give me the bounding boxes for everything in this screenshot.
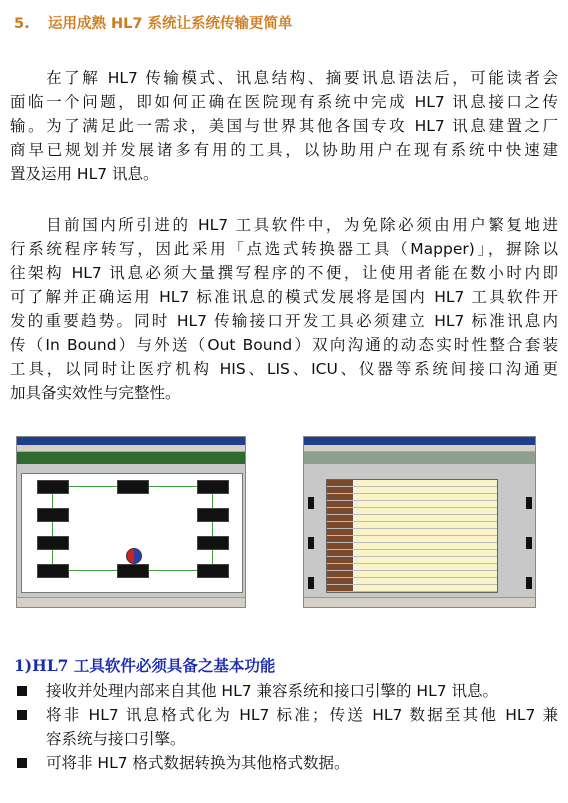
grid-row [327, 522, 497, 529]
figure-toolbar [17, 452, 245, 464]
grid-row [327, 515, 497, 522]
flow-node [197, 536, 229, 550]
bullet-square-icon [17, 758, 27, 768]
feature-list [14, 679, 558, 775]
grid-row [327, 487, 497, 494]
grid-row [327, 494, 497, 501]
list-item-line: 可将非 HL7 格式数据转换为其他格式数据。 [46, 754, 350, 772]
figure-mapper-grid [303, 436, 536, 608]
paragraph-intro [10, 66, 558, 186]
paragraph-line: 往架构 HL7 讯息必须大量撰写程序的不便，让使用者能在数小时内即 [10, 264, 558, 282]
figure-toolbar [304, 452, 535, 464]
figure-field-grid [326, 479, 498, 593]
list-item-line: 将非 HL7 讯息格式化为 HL7 标准；传送 HL7 数据至其他 HL7 兼 [46, 706, 558, 724]
section-number: 5. [14, 16, 30, 32]
grid-row [327, 578, 497, 585]
paragraph-line: 发的重要趋势。同时 HL7 传输接口开发工具必须建立 HL7 标准讯息内 [10, 312, 558, 330]
center-logo-icon [126, 548, 142, 564]
figure-side-block [526, 497, 532, 509]
paragraph-line: 面临一个问题，即如何正确在医院现有系统中完成 HL7 讯息接口之传 [10, 93, 558, 111]
section-heading [14, 12, 293, 33]
figure-titlebar [17, 437, 245, 445]
paragraph-line: 行系统程序转写，因此采用「点选式转换器工具（Mapper)」，摒除以 [10, 240, 558, 258]
paragraph-line: 在了解 HL7 传输模式、讯息结构、摘要讯息语法后，可能读者会 [10, 69, 558, 87]
list-item [14, 679, 558, 703]
figure-taskbar [304, 597, 535, 607]
paragraph-line: 输。为了满足此一需求，美国与世界其他各国专攻 HL7 讯息建置之厂 [10, 117, 558, 135]
paragraph-line: 商早已规划并发展诸多有用的工具，以协助用户在现有系统中快速建 [10, 141, 558, 159]
paragraph-line: 加具备实效性与完整性。 [10, 384, 181, 402]
grid-row [327, 557, 497, 564]
flow-node [117, 564, 149, 578]
paragraph-line: 可了解并正确运用 HL7 标准讯息的模式发展将是国内 HL7 工具软件开 [10, 288, 558, 306]
figure-canvas [21, 473, 243, 593]
grid-row [327, 480, 497, 487]
list-item-line: 容系统与接口引擎。 [46, 730, 186, 748]
list-item [14, 751, 558, 775]
flow-node [37, 480, 69, 494]
paragraph-tools [10, 213, 558, 405]
bullet-square-icon [17, 686, 27, 696]
flow-node [37, 536, 69, 550]
grid-row [327, 508, 497, 515]
list-item [14, 703, 558, 751]
figure-side-block [308, 497, 314, 509]
figure-side-block [526, 577, 532, 589]
figure-side-block [526, 537, 532, 549]
figure-titlebar [304, 437, 535, 445]
paragraph-line: 传（In Bound）与外送（Out Bound）双向沟通的动态实时性整合套装 [10, 336, 558, 354]
grid-row [327, 564, 497, 571]
flow-node [37, 508, 69, 522]
figure-mapper-flow [16, 436, 246, 608]
figure-menubar [17, 445, 245, 452]
grid-row [327, 529, 497, 536]
bullet-square-icon [17, 710, 27, 720]
flow-node [117, 480, 149, 494]
flow-connector [212, 492, 213, 570]
list-item-line: 接收并处理内部来自其他 HL7 兼容系统和接口引擎的 HL7 讯息。 [46, 682, 499, 700]
grid-row [327, 501, 497, 508]
flow-node [197, 564, 229, 578]
figure-taskbar [17, 597, 245, 607]
section-title: 运用成熟 HL7 系统让系统传输更简单 [48, 16, 293, 32]
grid-row [327, 585, 497, 592]
grid-row [327, 536, 497, 543]
paragraph-line: 工具，以同时让医疗机构 HIS、LIS、ICU、仪器等系统间接口沟通更 [10, 360, 558, 378]
figure-side-block [308, 577, 314, 589]
figure-side-block [308, 537, 314, 549]
flow-node [37, 564, 69, 578]
grid-row [327, 571, 497, 578]
grid-row [327, 543, 497, 550]
flow-node [197, 508, 229, 522]
flow-connector [52, 492, 53, 570]
figure-menubar [304, 445, 535, 452]
paragraph-line: 目前国内所引进的 HL7 工具软件中，为免除必须由用户繁复地进 [10, 216, 558, 234]
subsection-heading: 1)HL7 工具软件必须具备之基本功能 [14, 656, 276, 675]
flow-node [197, 480, 229, 494]
grid-row [327, 550, 497, 557]
paragraph-line: 置及运用 HL7 讯息。 [10, 165, 159, 183]
